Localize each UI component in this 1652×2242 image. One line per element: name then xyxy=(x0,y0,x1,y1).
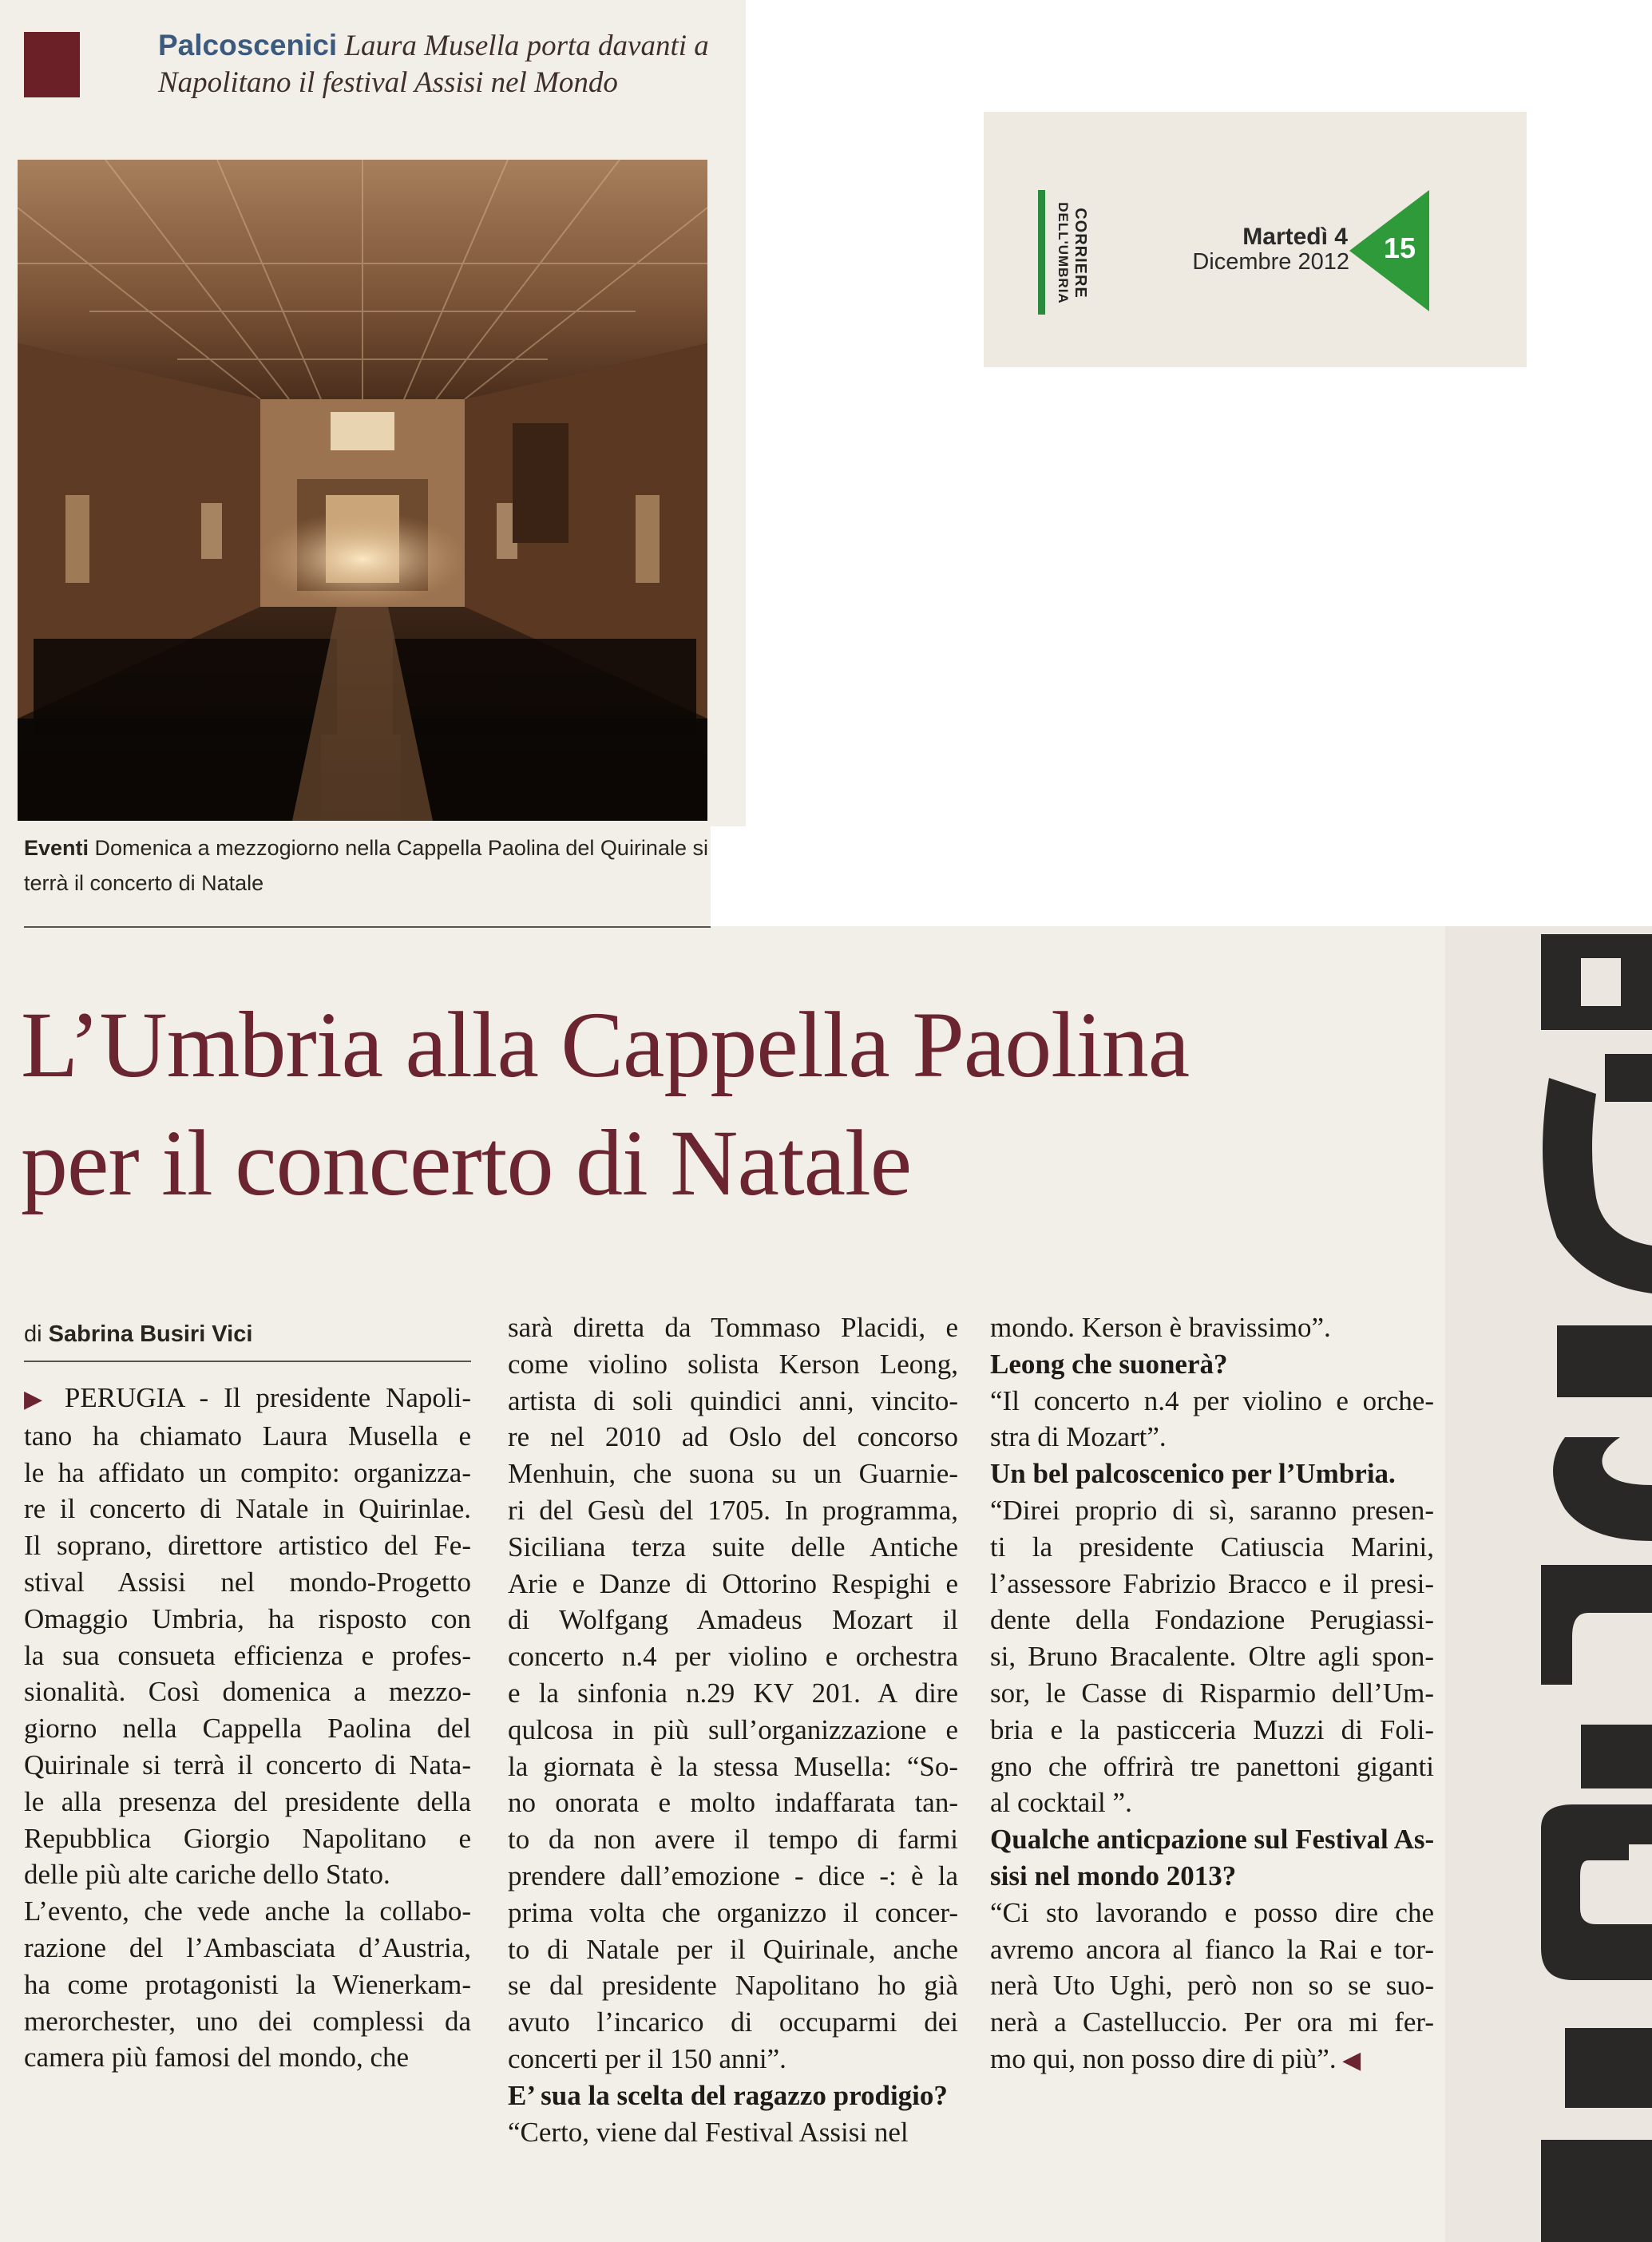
article-line: nerà Uto Ughi, però non so se suo- xyxy=(990,1970,1434,2002)
article-line: Repubblica Giorgio Napolitano e xyxy=(24,1822,471,1854)
byline xyxy=(24,1321,471,1348)
article-line: Un bel palcoscenico per l’Umbria. xyxy=(990,1458,1396,1490)
caption-text: Domenica a mezzogiorno nella Cappella Paolina del Quirinale si terrà il concerto di Natale xyxy=(24,836,708,895)
article-line: Qualche anticpazione sul Festival As- xyxy=(990,1824,1435,1856)
article-line: Il soprano, direttore artistico del Fe- xyxy=(24,1530,471,1562)
article-line: “Certo, viene dal Festival Assisi nel xyxy=(508,2116,909,2148)
article-line: stra di Mozart”. xyxy=(990,1421,1167,1453)
page-number: 15 xyxy=(1383,232,1416,264)
masthead-accent-bar xyxy=(1038,190,1045,315)
article-line: re nel 2010 ad Oslo del concorso xyxy=(508,1421,958,1453)
article-line: Leong che suonerà? xyxy=(990,1348,1228,1380)
chapel-photo-drawing xyxy=(18,160,707,821)
article-line: la sua consueta efficienza e profes- xyxy=(24,1639,471,1671)
article-line: le alla presenza del presidente della xyxy=(24,1785,471,1817)
article-line: “Il concerto n.4 per violino e orche- xyxy=(990,1384,1434,1416)
article-line: sisi nel mondo 2013? xyxy=(990,1860,1237,1891)
article-column-2 xyxy=(508,1309,958,2150)
article-line: al cocktail ”. xyxy=(990,1787,1132,1819)
article-line: E’ sua la scelta del ragazzo prodigio? xyxy=(508,2079,948,2111)
caption-divider xyxy=(24,926,711,928)
article-headline xyxy=(21,986,1458,1222)
article-line: avremo ancora al fianco la Rai e tor- xyxy=(990,1933,1434,1965)
article-line: Arie e Danze di Ottorino Respighi e xyxy=(508,1567,958,1599)
article-line: la giornata è la stessa Musella: “So- xyxy=(508,1750,958,1782)
article-line: Quirinale si terrà il concerto di Nata- xyxy=(24,1749,471,1781)
article-line: giorno nella Cappella Paolina del xyxy=(24,1713,471,1745)
blank-area-strip xyxy=(711,826,751,926)
article-line: stival Assisi nel mondo-Progetto xyxy=(24,1566,471,1598)
newspaper-logo-line1: CORRIERE xyxy=(1072,208,1089,299)
byline-prefix: di xyxy=(24,1321,42,1347)
article-start-arrow-icon: ▶ xyxy=(24,1386,65,1412)
article-line: l’assessore Fabrizio Bracco e il presi- xyxy=(990,1567,1434,1599)
article-line: camera più famosi del mondo, che xyxy=(24,2042,410,2074)
article-line: si, Bruno Bracalente. Oltre agli spon- xyxy=(990,1641,1434,1673)
photo-caption xyxy=(24,830,711,901)
article-line: L’evento, che vede anche la collabo- xyxy=(24,1895,471,1927)
article-line: razione del l’Ambasciata d’Austria, xyxy=(24,1931,471,1963)
byline-author: Sabrina Busiri Vici xyxy=(48,1321,253,1347)
article-line: merorchester, uno dei complessi da xyxy=(24,2005,471,2037)
article-line: bria e la pasticceria Muzzi di Foli- xyxy=(990,1713,1434,1745)
article-line: re il concerto di Natale in Quirinlae. xyxy=(24,1493,471,1525)
article-line: mondo. Kerson è bravissimo”. xyxy=(990,1312,1331,1343)
article-line: “Direi proprio di sì, saranno presen- xyxy=(990,1494,1434,1526)
section-header xyxy=(158,27,733,101)
section-kicker: Palcoscenici xyxy=(158,29,338,61)
section-lede: Laura Musella porta davanti a Napolitano il festival Assisi nel Mondo xyxy=(158,30,709,99)
article-line: ▶ PERUGIA - Il presidente Napoli- xyxy=(24,1382,471,1413)
article-line: sarà diretta da Tommaso Placidi, e xyxy=(508,1312,958,1343)
article-line: qulcosa in più sull’organizzazione e xyxy=(508,1713,958,1745)
article-line: avuto l’incarico di occuparmi dei xyxy=(508,2006,958,2038)
article-line: di Wolfgang Amadeus Mozart il xyxy=(508,1604,958,1636)
article-line: artista di soli quindici anni, vincito- xyxy=(508,1384,958,1416)
article-line: prima volta che organizzo il concer- xyxy=(508,1896,958,1928)
newspaper-logo xyxy=(1048,185,1089,321)
adjacent-page-edge xyxy=(1445,926,1652,2242)
article-line: dente della Fondazione Perugiassi- xyxy=(990,1604,1434,1636)
article-line: mo qui, non posso dire di più”. ◀ xyxy=(990,2042,1361,2074)
article-column-1 xyxy=(24,1380,471,2076)
newspaper-logo-line2: DELL'UMBRIA xyxy=(1056,202,1071,304)
article-line: to di Natale per il Quirinale, anche xyxy=(508,1933,958,1965)
issue-day: Martedì 4 xyxy=(1242,224,1348,250)
article-line: concerti per il 150 anni”. xyxy=(508,2042,786,2074)
article-line: delle più alte cariche dello Stato. xyxy=(24,1859,390,1891)
caption-label: Eventi xyxy=(24,836,89,860)
article-line: “Ci sto lavorando e posso dire che xyxy=(990,1896,1434,1928)
article-line: Menhuin, che suona su un Guarnie- xyxy=(508,1458,958,1490)
article-line: to da non avere il tempo di farmi xyxy=(508,1824,958,1856)
headline-line-1: L’Umbria alla Cappella Paolina xyxy=(21,992,1190,1097)
article-line: sor, le Casse di Risparmio dell’Um- xyxy=(990,1677,1434,1709)
adjacent-page-lettering xyxy=(1445,926,1652,2242)
headline-line-2: per il concerto di Natale xyxy=(21,1111,912,1215)
article-line: nerà a Castelluccio. Per ora mi fer- xyxy=(990,2006,1434,2038)
article-line: ti la presidente Catiuscia Marini, xyxy=(990,1531,1434,1563)
article-line: no onorata e molto indaffarata tan- xyxy=(508,1787,958,1819)
article-end-arrow-icon: ◀ xyxy=(1336,2046,1361,2074)
article-line: come violino solista Kerson Leong, xyxy=(508,1348,958,1380)
article-line: prendere dall’emozione - dice -: è la xyxy=(508,1860,958,1891)
chapel-interior-photo xyxy=(18,160,707,821)
article-line: le ha affidato un compito: organizza- xyxy=(24,1456,471,1488)
article-line: sionalità. Così domenica a mezzo- xyxy=(24,1676,471,1708)
article-line: Omaggio Umbria, ha risposto con xyxy=(24,1602,471,1634)
article-line: ha come protagonisti la Wienerkam- xyxy=(24,1968,471,2000)
article-line: concerto n.4 per violino e orchestra xyxy=(508,1641,958,1673)
article-column-3 xyxy=(990,1309,1434,2079)
article-line: e la sinfonia n.29 KV 201. A dire xyxy=(508,1677,958,1709)
article-line: se dal presidente Napolitano ho già xyxy=(508,1970,958,2002)
byline-divider xyxy=(24,1361,471,1362)
section-square-marker xyxy=(24,32,80,97)
article-line: tano ha chiamato Laura Musella e xyxy=(24,1420,471,1452)
issue-month-year: Dicembre 2012 xyxy=(1192,249,1349,275)
article-line: Siciliana terza suite delle Antiche xyxy=(508,1531,958,1563)
article-line: ri del Gesù del 1705. In programma, xyxy=(508,1494,958,1526)
article-line: gno che offrirà tre panettoni giganti xyxy=(990,1750,1434,1782)
